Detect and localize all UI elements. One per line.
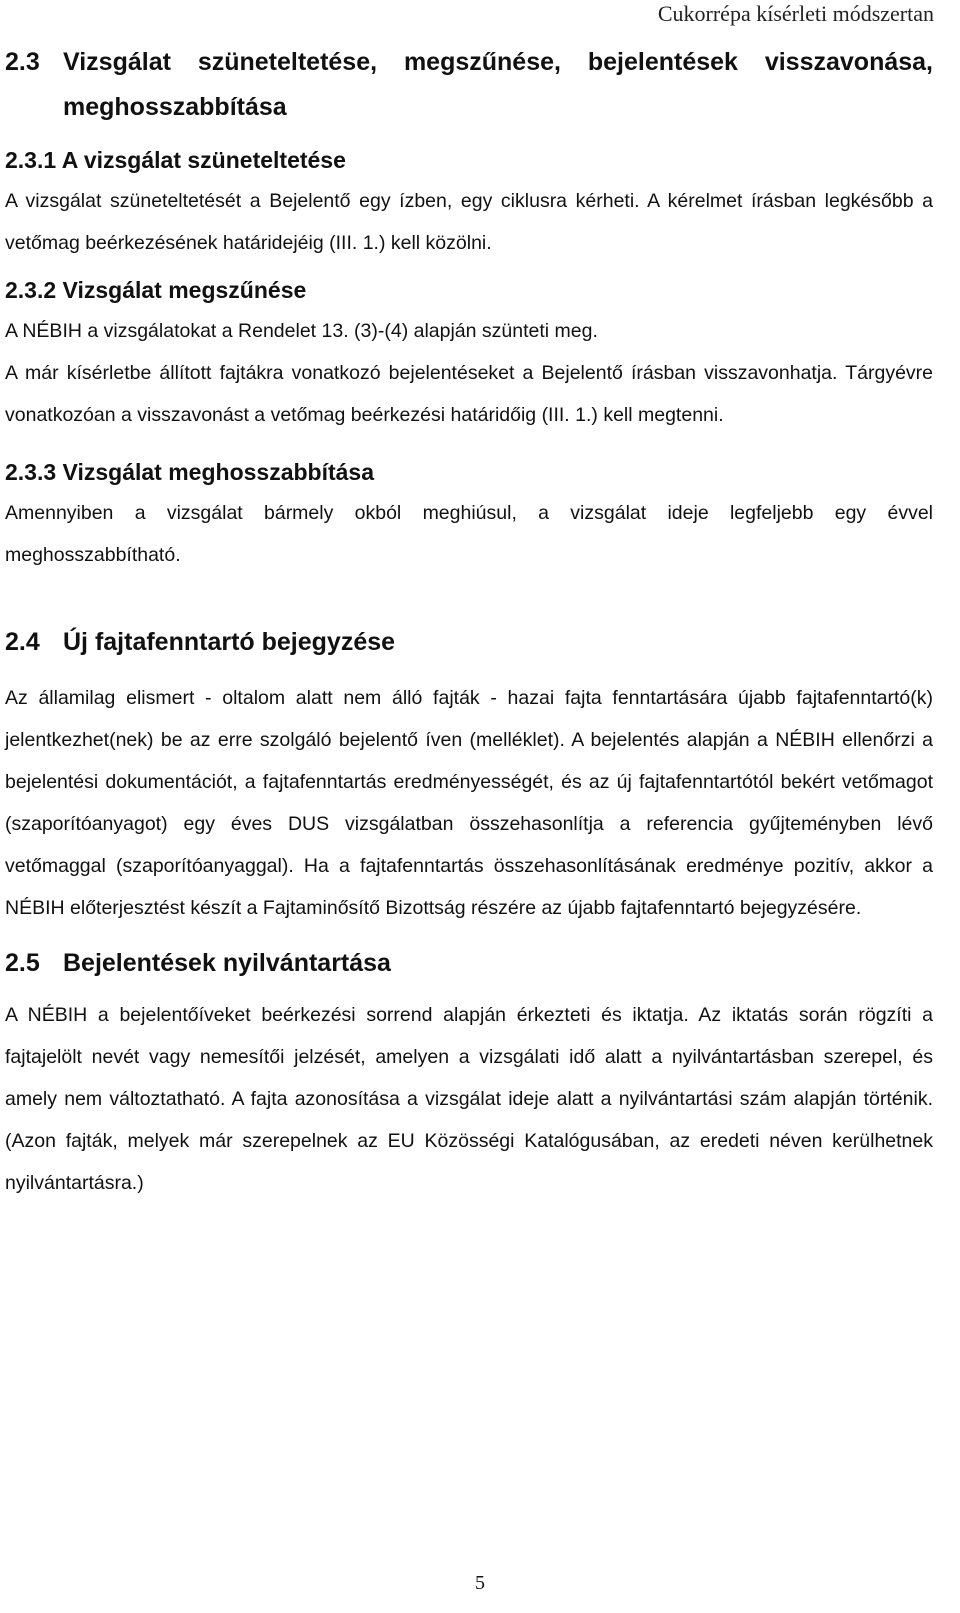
subsection-heading-2-3-1: 2.3.1 A vizsgálat szüneteltetése — [5, 147, 346, 173]
section-number: 2.5 — [5, 949, 40, 977]
paragraph-2-5: A NÉBIH a bejelentőíveket beérkezési sorrend alapján érkezteti és iktatja. Az iktatás során rögzíti a fajtajelölt nevét vagy nemesítői jelzését, amelyen a vizsgálati idő alatt a nyilvántartásban szerepel, és amely nem változtatható. A fajta azonosítása a vizsgálat ideje alatt a nyilvántartási szám alapján történik. (Azon fajták, melyek már szerepelnek az EU Közösségi Katalógusában, az eredeti néven kerülhetnek nyilvántartásra.) — [5, 1004, 933, 1194]
subsection-heading-2-3-2: 2.3.2 Vizsgálat megszűnése — [5, 277, 307, 303]
running-header: Cukorrépa kísérleti módszertan — [657, 1, 934, 26]
section-number: 2.4 — [5, 628, 40, 656]
paragraph-2-3-2-b: A már kísérletbe állított fajtákra vonatkozó bejelentéseket a Bejelentő írásban visszavonhatja. Tárgyévre vonatkozóan a visszavonást a vetőmag beérkezési határidőig (III. 1.) kell megtenni. — [5, 362, 933, 426]
section-heading-2-3 — [5, 40, 933, 130]
paragraph-2-3-3: Amennyiben a vizsgálat bármely okból meghiúsul, a vizsgálat ideje legfeljebb egy évvel meghosszabbítható. — [5, 502, 933, 566]
section-heading-2-4 — [5, 620, 933, 665]
section-heading-2-5 — [5, 941, 933, 986]
section-title: Vizsgálat szüneteltetése, megszűnése, bejelentések visszavonása, meghosszabbítása — [63, 48, 933, 121]
paragraph-2-3-2-a: A NÉBIH a vizsgálatokat a Rendelet 13. (3)-(4) alapján szünteti meg. — [5, 320, 598, 342]
page-content — [5, 40, 933, 1204]
section-title: Bejelentések nyilvántartása — [63, 949, 391, 977]
page-number: 5 — [475, 1572, 485, 1594]
section-title: Új fajtafenntartó bejegyzése — [63, 628, 396, 656]
paragraph-2-3-1: A vizsgálat szüneteltetését a Bejelentő egy ízben, egy ciklusra kérheti. A kérelmet írásban legkésőbb a vetőmag beérkezésének határidejéig (III. 1.) kell közölni. — [5, 190, 933, 254]
section-number: 2.3 — [5, 48, 40, 76]
subsection-heading-2-3-3: 2.3.3 Vizsgálat meghosszabbítása — [5, 459, 375, 485]
paragraph-2-4: Az államilag elismert - oltalom alatt nem álló fajták - hazai fajta fenntartására újabb fajtafenntartó(k) jelentkezhet(nek) be az erre szolgáló bejelentő íven (melléklet). A bejelentés alapján a NÉBIH ellenőrzi a bejelentési dokumentációt, a fajtafenntartás eredményességét, és az új fajtafenntartótól bekért vetőmagot (szaporítóanyagot) egy éves DUS vizsgálatban összehasonlítja a referencia gyűjteményben lévő vetőmaggal (szaporítóanyaggal). Ha a fajtafenntartás összehasonlításának eredménye pozitív, akkor a NÉBIH előterjesztést készít a Fajtaminősítő Bizottság részére az újabb fajtafenntartó bejegyzésére. — [5, 687, 933, 919]
